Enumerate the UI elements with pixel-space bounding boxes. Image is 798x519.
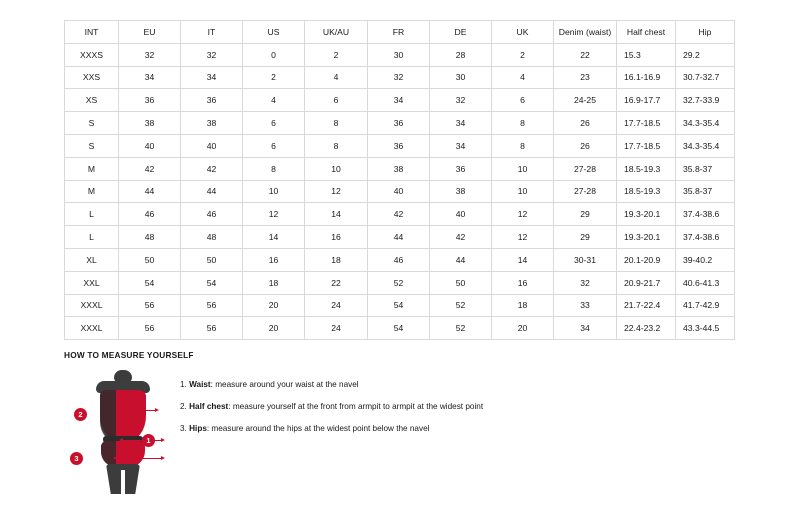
cell-int: M bbox=[65, 157, 119, 180]
cell-eu: 56 bbox=[119, 317, 181, 340]
cell-us: 18 bbox=[243, 271, 305, 294]
cell-denim: 33 bbox=[554, 294, 617, 317]
table-row bbox=[65, 317, 735, 340]
cell-us: 20 bbox=[243, 317, 305, 340]
cell-it: 48 bbox=[181, 226, 243, 249]
cell-uk-au: 10 bbox=[305, 157, 368, 180]
cell-denim: 30-31 bbox=[554, 248, 617, 271]
table-row bbox=[65, 157, 735, 180]
cell-fr: 52 bbox=[368, 271, 430, 294]
cell-eu: 36 bbox=[119, 89, 181, 112]
cell-fr: 30 bbox=[368, 43, 430, 66]
table-row bbox=[65, 112, 735, 135]
cell-eu: 34 bbox=[119, 66, 181, 89]
cell-uk: 16 bbox=[492, 271, 554, 294]
cell-it: 46 bbox=[181, 203, 243, 226]
measure-note-text: : measure yourself at the front from armpit to armpit at the widest point bbox=[228, 402, 484, 412]
cell-hip: 39-40.2 bbox=[676, 248, 735, 271]
cell-us: 12 bbox=[243, 203, 305, 226]
cell-eu: 38 bbox=[119, 112, 181, 135]
cell-hip: 43.3-44.5 bbox=[676, 317, 735, 340]
cell-uk-au: 24 bbox=[305, 294, 368, 317]
cell-uk: 10 bbox=[492, 180, 554, 203]
cell-fr: 54 bbox=[368, 317, 430, 340]
cell-uk-au: 4 bbox=[305, 66, 368, 89]
column-header-eu: EU bbox=[119, 21, 181, 44]
cell-int: XXXL bbox=[65, 294, 119, 317]
table-row bbox=[65, 248, 735, 271]
cell-denim: 26 bbox=[554, 112, 617, 135]
cell-uk-au: 12 bbox=[305, 180, 368, 203]
cell-denim: 22 bbox=[554, 43, 617, 66]
column-header-uk-au: UK/AU bbox=[305, 21, 368, 44]
cell-half-chest: 18.5-19.3 bbox=[617, 157, 676, 180]
table-row bbox=[65, 271, 735, 294]
cell-uk-au: 24 bbox=[305, 317, 368, 340]
cell-int: L bbox=[65, 203, 119, 226]
cell-fr: 38 bbox=[368, 157, 430, 180]
cell-uk: 12 bbox=[492, 203, 554, 226]
measure-note-index: 3. bbox=[180, 424, 187, 434]
cell-it: 40 bbox=[181, 134, 243, 157]
half-chest-measure-arrow-icon bbox=[120, 410, 156, 411]
cell-eu: 50 bbox=[119, 248, 181, 271]
cell-uk-au: 18 bbox=[305, 248, 368, 271]
measure-note-term: Hips bbox=[189, 424, 207, 434]
cell-de: 38 bbox=[430, 180, 492, 203]
cell-eu: 54 bbox=[119, 271, 181, 294]
cell-de: 34 bbox=[430, 112, 492, 135]
cell-us: 8 bbox=[243, 157, 305, 180]
column-header-hip: Hip bbox=[676, 21, 735, 44]
cell-uk: 14 bbox=[492, 248, 554, 271]
cell-half-chest: 20.1-20.9 bbox=[617, 248, 676, 271]
cell-uk: 8 bbox=[492, 134, 554, 157]
cell-it: 54 bbox=[181, 271, 243, 294]
cell-hip: 41.7-42.9 bbox=[676, 294, 735, 317]
table-row bbox=[65, 203, 735, 226]
cell-uk-au: 16 bbox=[305, 226, 368, 249]
column-header-uk: UK bbox=[492, 21, 554, 44]
table-row bbox=[65, 226, 735, 249]
cell-fr: 36 bbox=[368, 134, 430, 157]
cell-uk: 18 bbox=[492, 294, 554, 317]
cell-eu: 32 bbox=[119, 43, 181, 66]
cell-eu: 44 bbox=[119, 180, 181, 203]
cell-hip: 29.2 bbox=[676, 43, 735, 66]
cell-uk: 12 bbox=[492, 226, 554, 249]
badge-half-chest: 2 bbox=[74, 408, 87, 421]
cell-hip: 35.8-37 bbox=[676, 180, 735, 203]
how-to-measure-body bbox=[64, 370, 744, 500]
cell-it: 56 bbox=[181, 294, 243, 317]
measure-note-text: : measure around the hips at the widest point below the navel bbox=[206, 424, 430, 434]
cell-it: 36 bbox=[181, 89, 243, 112]
cell-int: L bbox=[65, 226, 119, 249]
cell-us: 20 bbox=[243, 294, 305, 317]
cell-uk: 8 bbox=[492, 112, 554, 135]
cell-denim: 26 bbox=[554, 134, 617, 157]
cell-int: XXL bbox=[65, 271, 119, 294]
cell-hip: 30.7-32.7 bbox=[676, 66, 735, 89]
cell-uk-au: 6 bbox=[305, 89, 368, 112]
measure-note-text: : measure around your waist at the navel bbox=[210, 380, 359, 389]
size-conversion-table bbox=[64, 20, 735, 340]
cell-denim: 34 bbox=[554, 317, 617, 340]
cell-int: S bbox=[65, 112, 119, 135]
cell-uk-au: 14 bbox=[305, 203, 368, 226]
cell-hip: 37.4-38.6 bbox=[676, 226, 735, 249]
cell-denim: 23 bbox=[554, 66, 617, 89]
cell-it: 42 bbox=[181, 157, 243, 180]
cell-int: XXXL bbox=[65, 317, 119, 340]
cell-denim: 27-28 bbox=[554, 157, 617, 180]
mannequin-hips-shadow bbox=[101, 441, 116, 467]
cell-fr: 44 bbox=[368, 226, 430, 249]
cell-int: XXS bbox=[65, 66, 119, 89]
cell-denim: 29 bbox=[554, 203, 617, 226]
size-table-container bbox=[64, 20, 734, 340]
cell-de: 52 bbox=[430, 317, 492, 340]
cell-hip: 40.6-41.3 bbox=[676, 271, 735, 294]
mannequin-torso-shadow bbox=[100, 390, 116, 442]
mannequin-illustration bbox=[64, 370, 174, 500]
cell-de: 32 bbox=[430, 89, 492, 112]
cell-fr: 54 bbox=[368, 294, 430, 317]
cell-it: 34 bbox=[181, 66, 243, 89]
cell-int: S bbox=[65, 134, 119, 157]
cell-denim: 27-28 bbox=[554, 180, 617, 203]
cell-us: 6 bbox=[243, 112, 305, 135]
table-header-row bbox=[65, 21, 735, 44]
cell-us: 6 bbox=[243, 134, 305, 157]
how-to-measure-section bbox=[64, 350, 744, 500]
table-row bbox=[65, 43, 735, 66]
cell-uk: 20 bbox=[492, 317, 554, 340]
cell-it: 56 bbox=[181, 317, 243, 340]
cell-half-chest: 18.5-19.3 bbox=[617, 180, 676, 203]
measure-note-hips bbox=[180, 424, 483, 433]
column-header-denim-waist: Denim (waist) bbox=[554, 21, 617, 44]
cell-uk-au: 22 bbox=[305, 271, 368, 294]
column-header-it: IT bbox=[181, 21, 243, 44]
badge-hips: 3 bbox=[70, 452, 83, 465]
cell-fr: 46 bbox=[368, 248, 430, 271]
cell-hip: 37.4-38.6 bbox=[676, 203, 735, 226]
measure-note-index: 2. bbox=[180, 402, 187, 412]
cell-fr: 40 bbox=[368, 180, 430, 203]
cell-de: 50 bbox=[430, 271, 492, 294]
cell-de: 36 bbox=[430, 157, 492, 180]
cell-de: 34 bbox=[430, 134, 492, 157]
cell-uk: 10 bbox=[492, 157, 554, 180]
cell-uk-au: 2 bbox=[305, 43, 368, 66]
cell-de: 40 bbox=[430, 203, 492, 226]
measure-note-half-chest bbox=[180, 402, 483, 411]
cell-eu: 56 bbox=[119, 294, 181, 317]
cell-hip: 34.3-35.4 bbox=[676, 134, 735, 157]
cell-half-chest: 20.9-21.7 bbox=[617, 271, 676, 294]
cell-us: 0 bbox=[243, 43, 305, 66]
cell-us: 14 bbox=[243, 226, 305, 249]
cell-uk: 6 bbox=[492, 89, 554, 112]
measure-note-term: Waist bbox=[189, 380, 211, 389]
measure-note-term: Half chest bbox=[189, 402, 229, 412]
table-body bbox=[65, 43, 735, 339]
cell-uk-au: 8 bbox=[305, 134, 368, 157]
cell-it: 38 bbox=[181, 112, 243, 135]
column-header-int: INT bbox=[65, 21, 119, 44]
cell-int: XXXS bbox=[65, 43, 119, 66]
cell-int: XL bbox=[65, 248, 119, 271]
column-header-half-chest: Half chest bbox=[617, 21, 676, 44]
cell-it: 44 bbox=[181, 180, 243, 203]
cell-de: 52 bbox=[430, 294, 492, 317]
cell-us: 10 bbox=[243, 180, 305, 203]
column-header-fr: FR bbox=[368, 21, 430, 44]
cell-it: 50 bbox=[181, 248, 243, 271]
table-row bbox=[65, 89, 735, 112]
cell-fr: 32 bbox=[368, 66, 430, 89]
column-header-de: DE bbox=[430, 21, 492, 44]
cell-it: 32 bbox=[181, 43, 243, 66]
cell-eu: 48 bbox=[119, 226, 181, 249]
cell-half-chest: 17.7-18.5 bbox=[617, 134, 676, 157]
badge-waist: 1 bbox=[142, 434, 155, 447]
cell-eu: 46 bbox=[119, 203, 181, 226]
how-to-measure-title: HOW TO MEASURE YOURSELF bbox=[64, 350, 194, 360]
cell-uk: 4 bbox=[492, 66, 554, 89]
cell-fr: 34 bbox=[368, 89, 430, 112]
cell-half-chest: 16.9-17.7 bbox=[617, 89, 676, 112]
mannequin-leg-gap bbox=[121, 470, 125, 494]
cell-uk: 2 bbox=[492, 43, 554, 66]
cell-denim: 29 bbox=[554, 226, 617, 249]
cell-half-chest: 22.4-23.2 bbox=[617, 317, 676, 340]
cell-eu: 42 bbox=[119, 157, 181, 180]
cell-half-chest: 16.1-16.9 bbox=[617, 66, 676, 89]
cell-half-chest: 15.3 bbox=[617, 43, 676, 66]
cell-us: 16 bbox=[243, 248, 305, 271]
table-row bbox=[65, 180, 735, 203]
cell-eu: 40 bbox=[119, 134, 181, 157]
cell-int: XS bbox=[65, 89, 119, 112]
cell-hip: 32.7-33.9 bbox=[676, 89, 735, 112]
cell-denim: 24-25 bbox=[554, 89, 617, 112]
cell-int: M bbox=[65, 180, 119, 203]
cell-half-chest: 19.3-20.1 bbox=[617, 203, 676, 226]
cell-hip: 35.8-37 bbox=[676, 157, 735, 180]
cell-denim: 32 bbox=[554, 271, 617, 294]
cell-half-chest: 19.3-20.1 bbox=[617, 226, 676, 249]
column-header-us: US bbox=[243, 21, 305, 44]
cell-half-chest: 17.7-18.5 bbox=[617, 112, 676, 135]
table-row bbox=[65, 294, 735, 317]
cell-de: 30 bbox=[430, 66, 492, 89]
cell-hip: 34.3-35.4 bbox=[676, 112, 735, 135]
measure-note-index: 1. bbox=[180, 380, 187, 389]
cell-de: 44 bbox=[430, 248, 492, 271]
table-row bbox=[65, 66, 735, 89]
cell-de: 42 bbox=[430, 226, 492, 249]
cell-uk-au: 8 bbox=[305, 112, 368, 135]
cell-half-chest: 21.7-22.4 bbox=[617, 294, 676, 317]
cell-de: 28 bbox=[430, 43, 492, 66]
measure-note-waist bbox=[180, 380, 483, 389]
table-row bbox=[65, 134, 735, 157]
cell-fr: 42 bbox=[368, 203, 430, 226]
measure-notes-list bbox=[174, 370, 483, 446]
hips-measure-arrow-icon bbox=[116, 458, 162, 459]
cell-fr: 36 bbox=[368, 112, 430, 135]
cell-us: 2 bbox=[243, 66, 305, 89]
cell-us: 4 bbox=[243, 89, 305, 112]
